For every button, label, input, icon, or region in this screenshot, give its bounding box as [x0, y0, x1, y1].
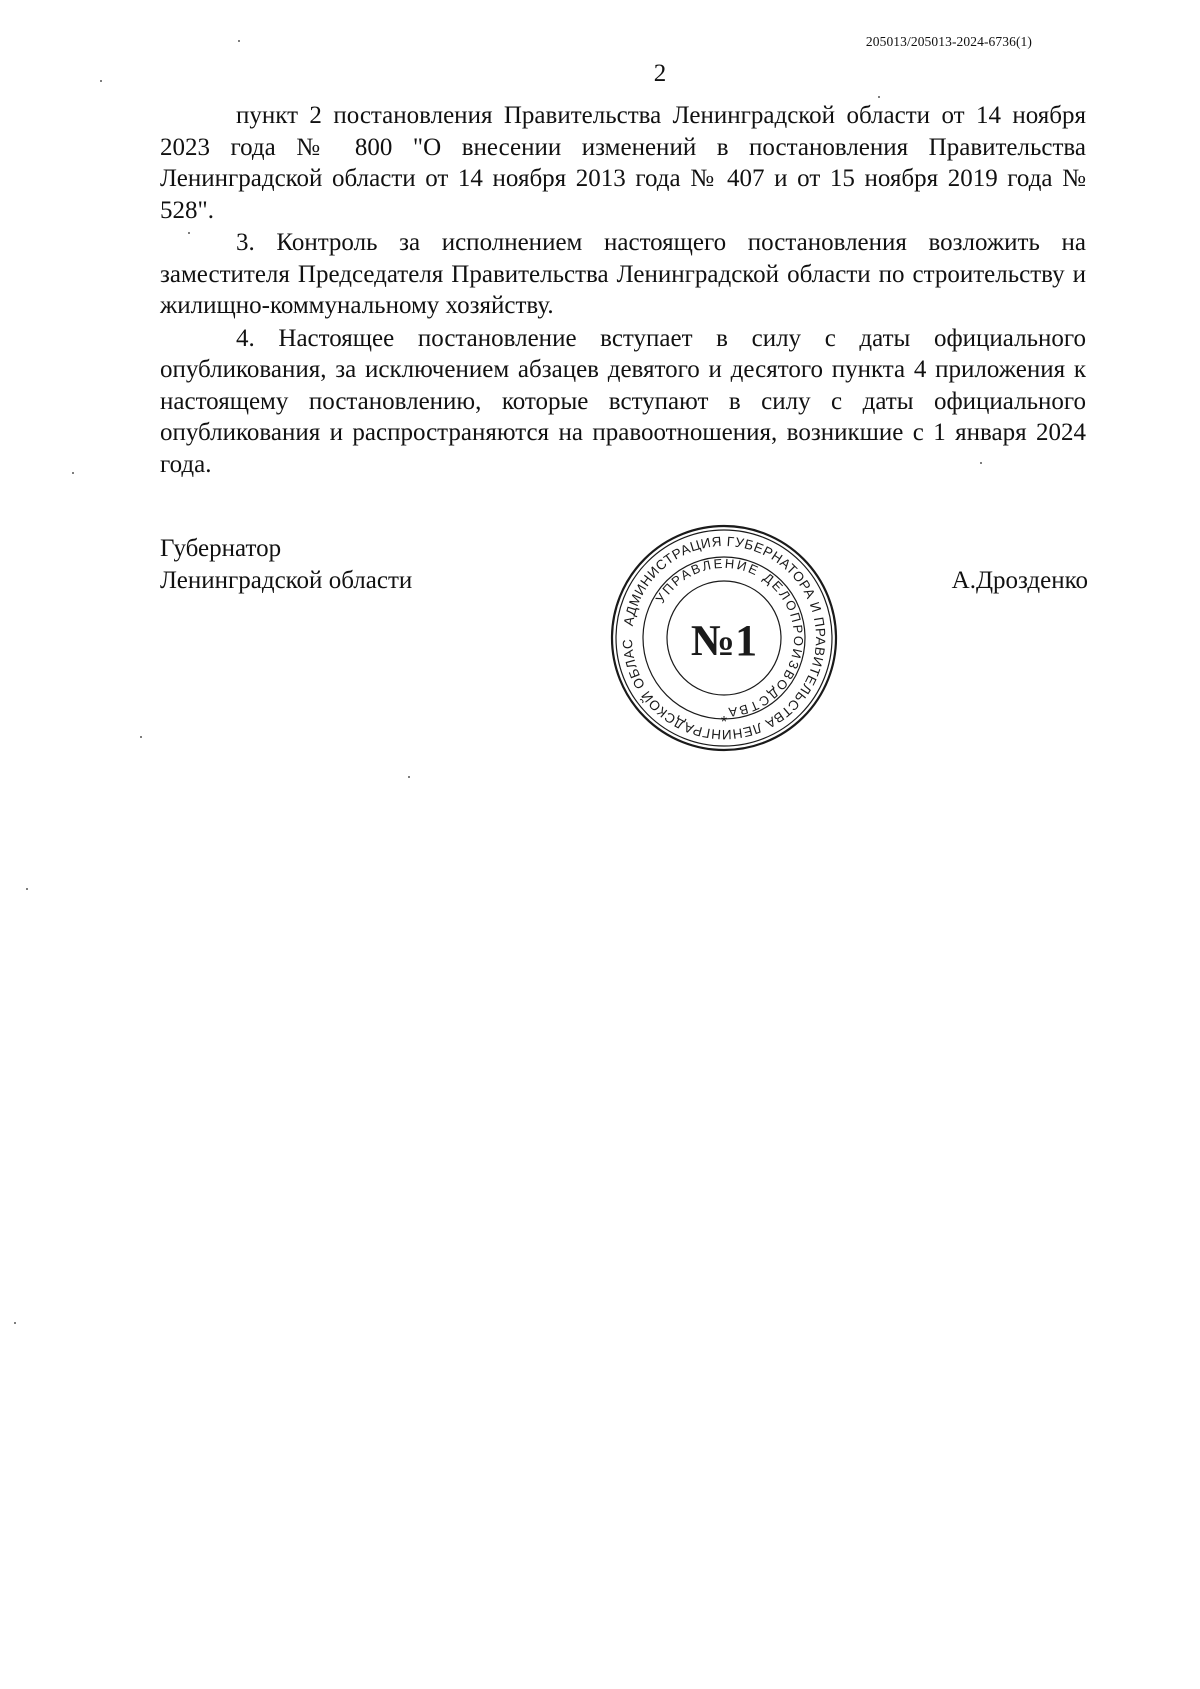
scan-speck: [980, 462, 982, 464]
paragraph-clause-continuation: пункт 2 постановления Правительства Ленинградской области от 14 ноября 2023 года № 800 "О внесении изменений в постановления Правительства Ленинградской области от 14 ноября 2013 года № 407 и от 15 ноября 2019 года № 528".: [160, 102, 1086, 224]
document-id: 205013/205013-2024-6736(1): [865, 34, 1032, 49]
paragraph-clause-4: 4. Настоящее постановление вступает в силу с даты официального опубликования, за исключением абзацев девятого и десятого пункта 4 приложения к настоящему постановлению, которые вступают в силу с даты официального опубликования и распространяются на правоотношения, возникшие с 1 января 2024 года.: [160, 324, 1086, 478]
seal-star-icon: *: [720, 714, 728, 731]
scan-speck: [72, 472, 74, 474]
scan-speck: [238, 40, 240, 42]
scan-speck: [140, 736, 142, 738]
signature-title-line-2: Ленинградской области: [160, 567, 413, 594]
scan-speck: [100, 80, 102, 82]
paragraph-clause-3: 3. Контроль за исполнением настоящего постановления возложить на заместителя Председателя Правительства Ленинградской области по строительству и жилищно-коммунальному хозяйству.: [160, 229, 1086, 319]
scan-speck: [14, 1322, 16, 1324]
document-body: [160, 100, 1086, 480]
signature-title-line-1: Губернатор: [160, 535, 282, 562]
seal-graphic: [608, 522, 840, 754]
seal-inner-text: УПРАВЛЕНИЕ ДЕЛОПРОИЗВОДСТВА: [652, 555, 807, 721]
scan-speck: [188, 232, 190, 234]
signature-block: [160, 533, 412, 597]
scan-speck: [26, 888, 28, 890]
seal-number: №1: [690, 616, 758, 665]
official-seal-stamp: [608, 522, 840, 754]
page-number: 2: [653, 60, 667, 87]
seal-outer-text: АДМИНИСТРАЦИЯ ГУБЕРНАТОРА И ПРАВИТЕЛЬСТВА ЛЕНИНГРАДСКОЙ ОБЛАС: [619, 533, 829, 743]
signer-name: А.Дрозденко: [951, 567, 1088, 594]
scan-speck: [878, 96, 880, 98]
scan-speck: [408, 776, 410, 778]
